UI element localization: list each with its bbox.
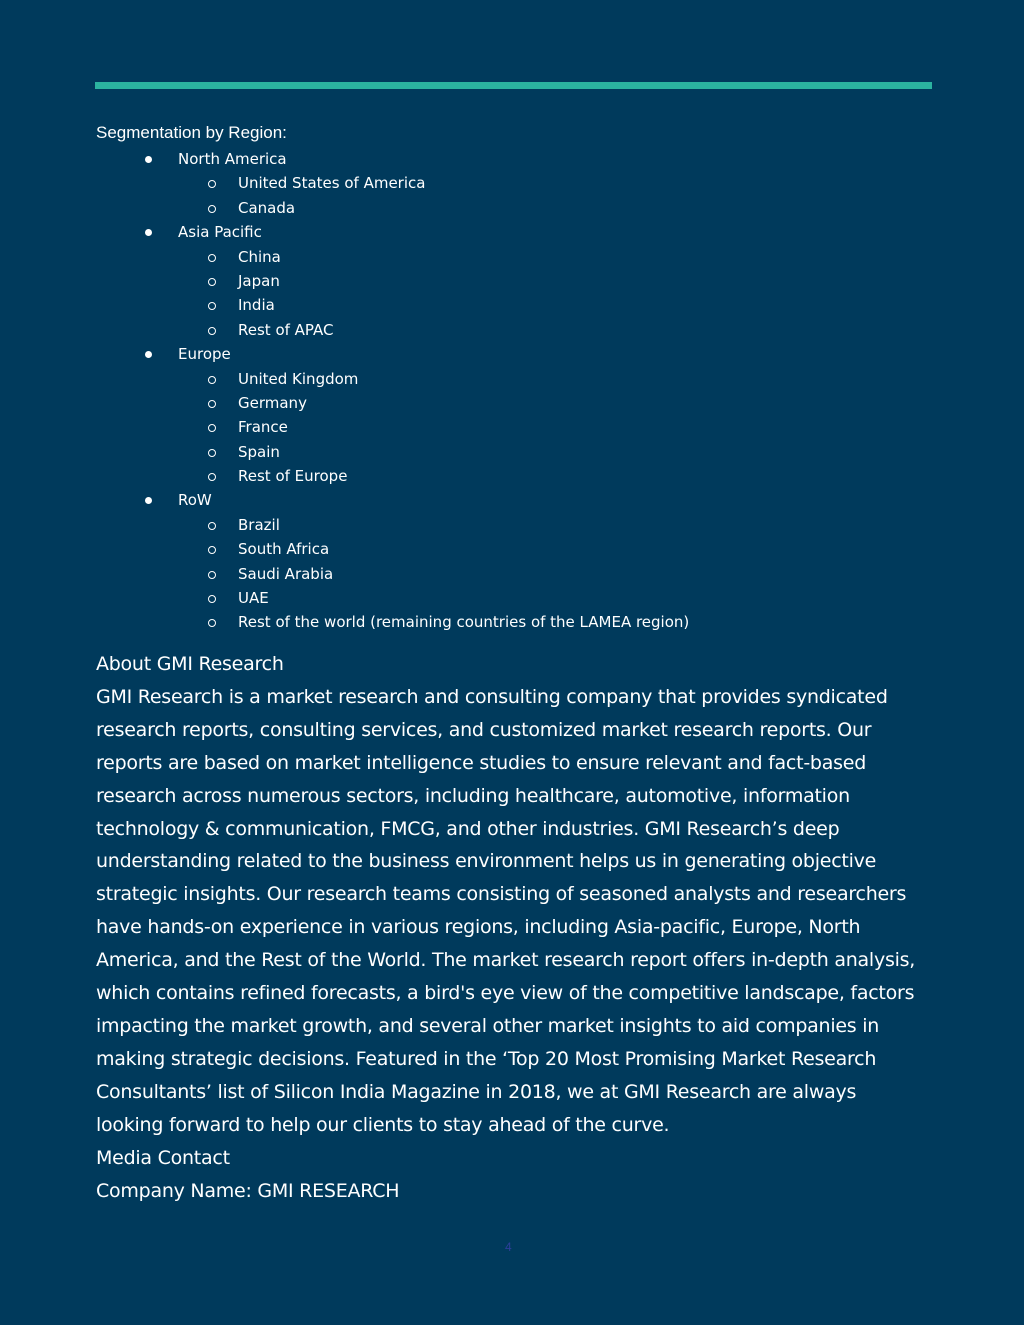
country-label: Germany — [238, 393, 307, 412]
about-section — [96, 648, 926, 1207]
country-label: South Africa — [238, 540, 330, 559]
country-item — [0, 562, 1024, 586]
country-label: India — [238, 296, 275, 315]
circle-bullet-icon — [208, 619, 216, 627]
country-item — [0, 513, 1024, 537]
circle-bullet-icon — [208, 473, 216, 481]
country-item — [0, 171, 1024, 195]
country-item — [0, 586, 1024, 610]
country-item — [0, 440, 1024, 464]
about-body: GMI Research is a market research and consulting company that provides syndicated research reports, consulting services, and customized market research reports. Our reports are based on market intelligence studies to ensure relevant and fact-based research across numerous sectors, including healthcare, automotive, information technology & communication, FMCG, and other industries. GMI Research’s deep understanding related to the business environment helps us in generating objective strategic insights. Our research teams consisting of seasoned analysts and researchers have hands-on experience in various regions, including Asia-pacific, Europe, North America, and the Rest of the World. The market research report offers in-depth analysis, which contains refined forecasts, a bird's eye view of the competitive landscape, factors impacting the market growth, and several other market insights to aid companies in making strategic decisions. Featured in the ‘Top 20 Most Promising Market Research Consultants’ list of Silicon India Magazine in 2018, we at GMI Research are always looking forward to help our clients to stay ahead of the curve. — [96, 685, 916, 1136]
region-item — [0, 220, 1024, 244]
header-divider — [95, 82, 932, 89]
circle-bullet-icon — [208, 400, 216, 408]
country-label: China — [238, 247, 281, 266]
bullet-icon — [145, 351, 152, 358]
country-item — [0, 391, 1024, 415]
region-label: RoW — [178, 491, 212, 510]
circle-bullet-icon — [208, 180, 216, 188]
country-item — [0, 537, 1024, 561]
region-label: North America — [178, 150, 287, 168]
region-item — [0, 488, 1024, 512]
circle-bullet-icon — [208, 546, 216, 554]
page-number: 4 — [505, 1240, 512, 1254]
segmentation-heading: Segmentation by Region: — [96, 123, 287, 142]
bullet-icon — [145, 229, 152, 236]
country-item — [0, 415, 1024, 439]
country-label: Rest of the world (remaining countries of the LAMEA region) — [238, 613, 690, 632]
circle-bullet-icon — [208, 254, 216, 262]
circle-bullet-icon — [208, 302, 216, 310]
bullet-icon — [145, 156, 152, 163]
region-item — [0, 147, 1024, 171]
country-label: United States of America — [238, 174, 426, 193]
circle-bullet-icon — [208, 205, 216, 213]
country-item — [0, 464, 1024, 488]
circle-bullet-icon — [208, 449, 216, 457]
country-label: Brazil — [238, 515, 280, 534]
company-name: Company Name: GMI RESEARCH — [96, 1179, 400, 1202]
circle-bullet-icon — [208, 327, 216, 335]
country-label: Spain — [238, 442, 280, 461]
region-item — [0, 342, 1024, 366]
circle-bullet-icon — [208, 376, 216, 384]
country-item — [0, 610, 1024, 634]
region-list — [0, 147, 1024, 635]
circle-bullet-icon — [208, 571, 216, 579]
country-item — [0, 245, 1024, 269]
country-label: United Kingdom — [238, 369, 359, 388]
circle-bullet-icon — [208, 595, 216, 603]
country-label: UAE — [238, 589, 269, 608]
region-label: Europe — [178, 345, 231, 364]
country-item — [0, 293, 1024, 317]
region-label: Asia Pacific — [178, 223, 262, 242]
country-item — [0, 318, 1024, 342]
country-item — [0, 196, 1024, 220]
country-label: Rest of APAC — [238, 320, 334, 339]
circle-bullet-icon — [208, 424, 216, 432]
country-label: Canada — [238, 198, 296, 217]
about-title: About GMI Research — [96, 653, 284, 675]
bullet-icon — [145, 497, 152, 504]
circle-bullet-icon — [208, 278, 216, 286]
country-item — [0, 367, 1024, 391]
country-label: Rest of Europe — [238, 467, 348, 486]
media-contact: Media Contact — [96, 1146, 230, 1169]
circle-bullet-icon — [208, 522, 216, 530]
country-label: France — [238, 418, 288, 437]
country-item — [0, 269, 1024, 293]
country-label: Saudi Arabia — [238, 564, 334, 583]
country-label: Japan — [238, 271, 280, 290]
